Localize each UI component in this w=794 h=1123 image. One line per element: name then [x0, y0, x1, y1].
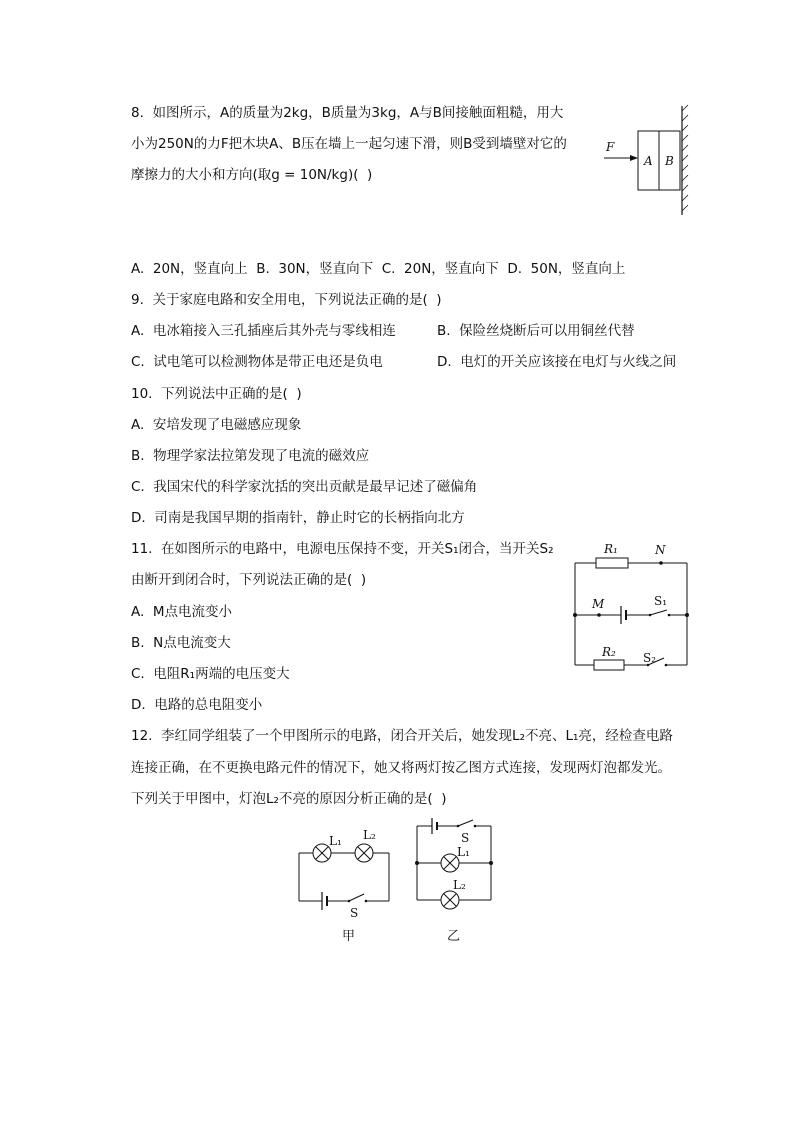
q8-block-a-label: A	[644, 154, 653, 168]
q11-option-a: A. M点电流变小	[131, 604, 233, 620]
q11-option-d: D. 电路的总电阻变小	[131, 697, 263, 713]
q8-wall-hatching	[682, 105, 688, 211]
q10-option-a: A. 安培发现了电磁感应现象	[131, 417, 302, 433]
q8-arrow-head	[630, 155, 638, 161]
q8-block-b-label: B	[665, 154, 674, 168]
q12-stem-line-3: 下列关于甲图中，灯泡L₂不亮的原因分析正确的是( )	[131, 791, 447, 807]
q12-jia-label-l1: L₁	[329, 834, 342, 848]
q11-option-b: B. N点电流变大	[131, 635, 231, 651]
q8-force-label: F	[606, 140, 615, 154]
q11-stem-line-1: 11. 在如图所示的电路中，电源电压保持不变，开关S₁闭合，当开关S₂	[131, 541, 554, 557]
q9-option-d: D. 电灯的开关应该接在电灯与火线之间	[437, 354, 677, 370]
q12-yi-label-l1: L₁	[457, 845, 470, 859]
q12-jia-caption: 甲	[342, 929, 356, 944]
q12-yi-label-s: S	[461, 831, 470, 845]
q11-circuit-figure	[570, 540, 695, 670]
q10-option-c: C. 我国宋代的科学家沈括的突出贡献是最早记述了磁偏角	[131, 479, 478, 495]
q12-yi-switch	[458, 820, 473, 826]
q9-option-c: C. 试电笔可以检测物体是带正电还是负电	[131, 354, 383, 370]
q10-option-d: D. 司南是我国早期的指南针，静止时它的长柄指向北方	[131, 510, 465, 526]
q11-option-c: C. 电阻R₁两端的电压变大	[131, 666, 290, 682]
q11-label-r1: R₁	[604, 542, 618, 556]
q11-stem-line-2: 由断开到闭合时，下列说法正确的是( )	[131, 572, 367, 588]
q8-options: A. 20N，竖直向上 B. 30N，竖直向下 C. 20N，竖直向下 D. 50N，竖直向上	[131, 261, 626, 277]
q12-yi-label-l2: L₂	[453, 878, 466, 892]
q8-stem-line-3: 摩擦力的大小和方向(取g = 10N/kg)( )	[131, 167, 373, 183]
q8-figure	[600, 103, 700, 218]
q10-option-b: B. 物理学家法拉第发现了电流的磁效应	[131, 448, 370, 464]
q12-jia-switch	[349, 894, 364, 901]
q8-stem-line-2: 小为250N的力F把木块A、B压在墙上一起匀速下滑，则B受到墙壁对它的	[131, 136, 567, 152]
q8-stem-line-1: 8. 如图所示，A的质量为2kg，B质量为3kg，A与B间接触面粗糙，用大	[131, 105, 564, 121]
q12-jia-label-s: S	[350, 906, 359, 920]
q12-circuit-jia	[292, 820, 402, 950]
q12-circuit-yi	[410, 815, 510, 945]
q9-option-b: B. 保险丝烧断后可以用铜丝代替	[437, 323, 635, 339]
q12-stem-line-1: 12. 李红同学组装了一个甲图所示的电路，闭合开关后，她发现L₂不亮、L₁亮，经检查电路	[131, 728, 673, 744]
q12-stem-line-2: 连接正确，在不更换电路元件的情况下，她又将两灯按乙图方式连接，发现两灯泡都发光。	[131, 760, 671, 776]
q11-label-r2: R₂	[602, 645, 616, 659]
q11-label-n: N	[655, 543, 666, 557]
q11-label-s2: S₂	[643, 651, 657, 665]
q11-switch-s1	[650, 610, 667, 615]
q10-stem: 10. 下列说法中正确的是( )	[131, 386, 302, 402]
q9-option-a: A. 电冰箱接入三孔插座后其外壳与零线相连	[131, 323, 396, 339]
q11-label-m: M	[592, 597, 605, 611]
q11-resistor-r1	[596, 558, 628, 568]
q11-resistor-r2	[594, 660, 624, 670]
q9-stem: 9. 关于家庭电路和安全用电，下列说法正确的是( )	[131, 292, 442, 308]
q12-jia-label-l2: L₂	[363, 828, 376, 842]
q11-label-s1: S₁	[654, 594, 668, 608]
q12-yi-caption: 乙	[447, 929, 461, 944]
